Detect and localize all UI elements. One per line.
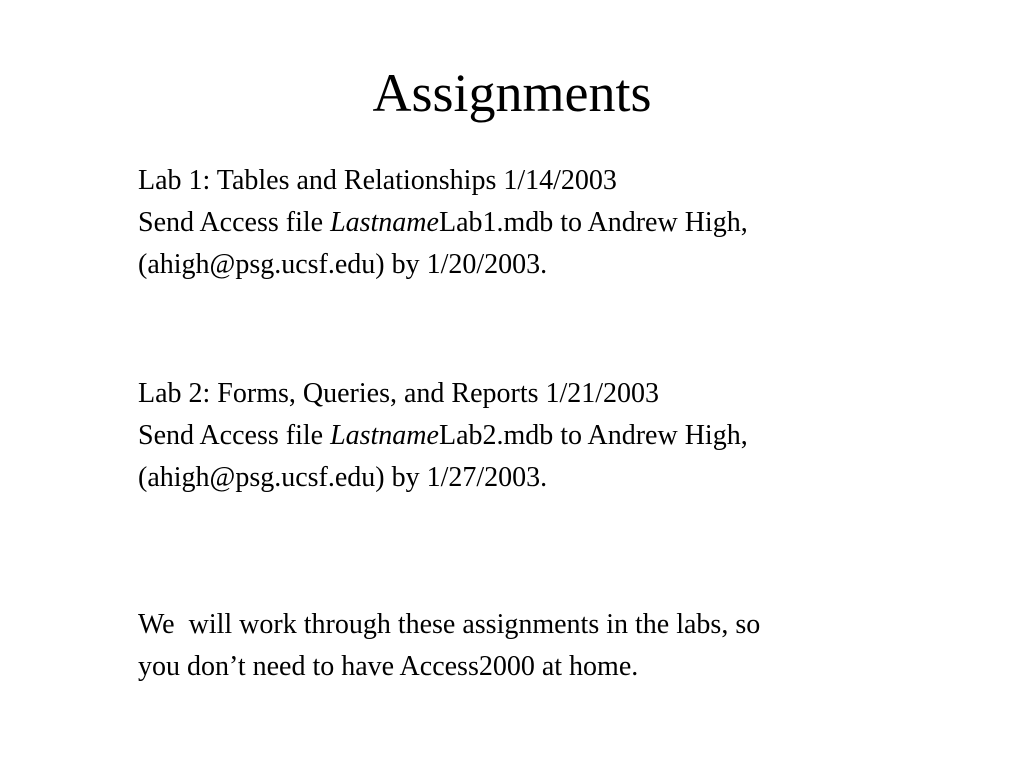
lab-note [138, 604, 938, 688]
lab-2-send-line [138, 415, 938, 457]
lab-note-line-1: We will work through these assignments in the labs, so [138, 609, 761, 640]
lab-2-assignment [138, 373, 938, 499]
lab-2-heading: Lab 2: Forms, Queries, and Reports 1/21/2003 [138, 378, 660, 409]
lab-1-due-line: (ahigh@psg.ucsf.edu) by 1/20/2003. [138, 249, 548, 280]
lab-2-send-prefix: Send Access file [138, 420, 331, 451]
lab-1-send-prefix: Send Access file [138, 207, 331, 238]
lab-2-due-line: (ahigh@psg.ucsf.edu) by 1/27/2003. [138, 462, 548, 493]
lab-1-assignment [138, 160, 938, 286]
lab-1-send-line [138, 202, 938, 244]
lab-2-filename-rest: Lab2.mdb to Andrew High, [438, 420, 748, 451]
lab-note-line-2: you don’t need to have Access2000 at home. [138, 651, 639, 682]
lab-1-filename-rest: Lab1.mdb to Andrew High, [438, 207, 748, 238]
slide-title: Assignments [372, 63, 652, 123]
lab-1-filename-italic: Lastname [330, 207, 439, 238]
lab-1-heading: Lab 1: Tables and Relationships 1/14/2003 [138, 165, 617, 196]
lab-2-filename-italic: Lastname [330, 420, 439, 451]
